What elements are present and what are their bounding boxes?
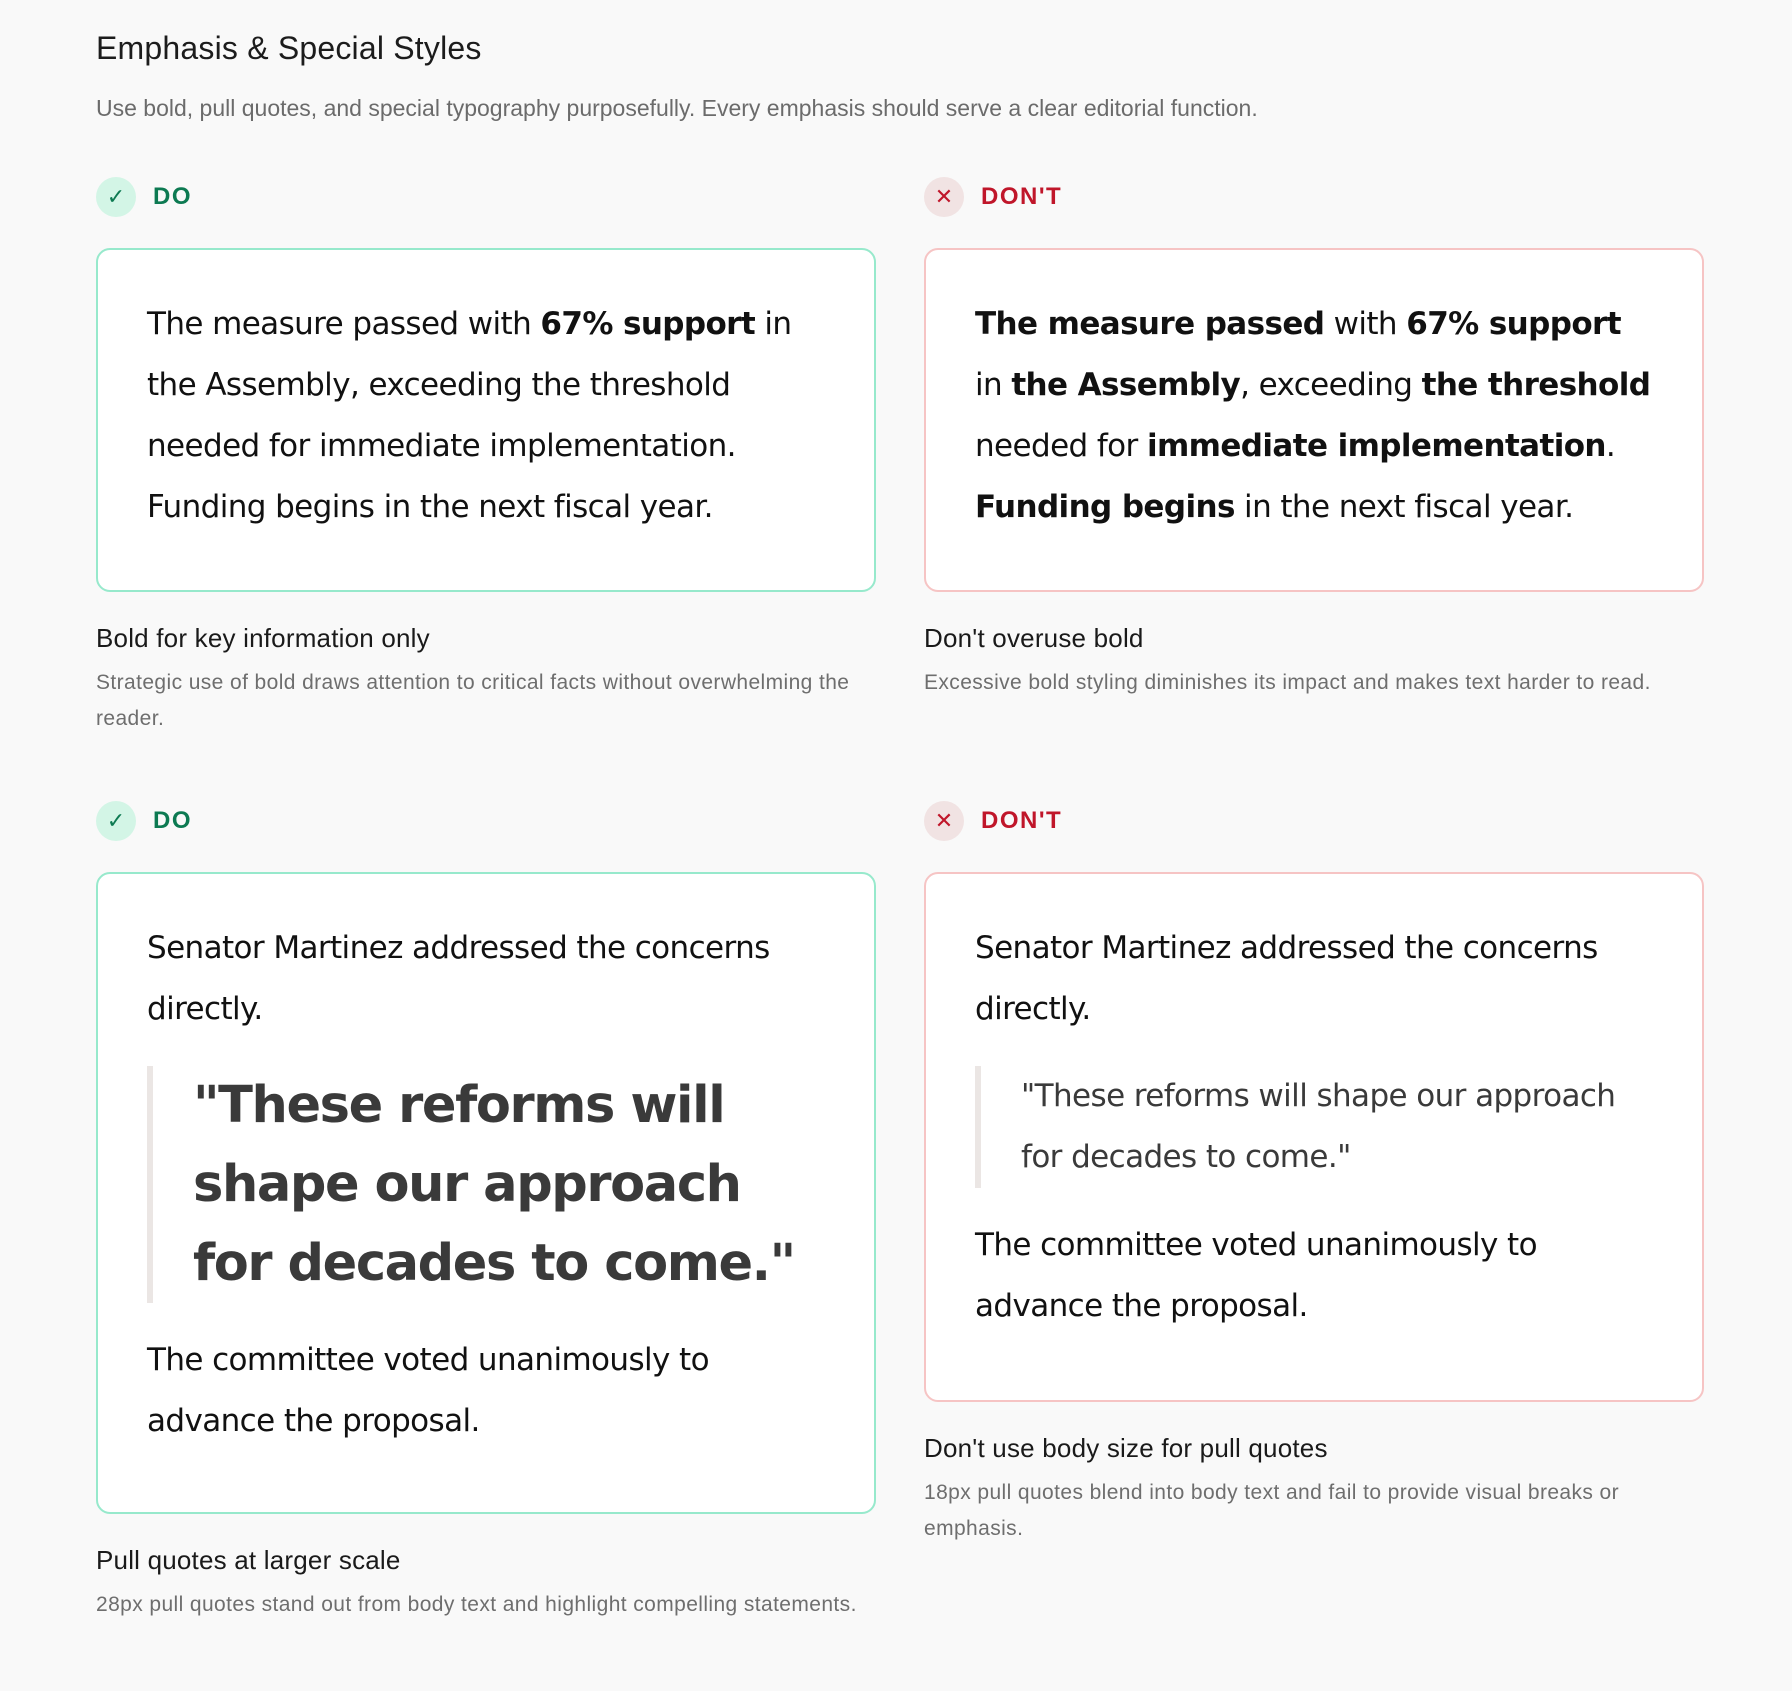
caption-description: 28px pull quotes stand out from body text and highlight compelling statements. (96, 1593, 857, 1616)
example-dont-pull-quote (924, 801, 1704, 1547)
intro-text: Senator Martinez addressed the concerns directly. (975, 930, 1598, 1027)
example-do-pull-quote (96, 801, 876, 1623)
caption-description: 18px pull quotes blend into body text and fail to provide visual breaks or emphasis. (924, 1481, 1620, 1540)
caption-title: Don't overuse bold (924, 623, 1144, 653)
text-run: in (975, 367, 1012, 403)
verdict-label: DO (153, 807, 192, 834)
bold-run: The measure passed (975, 306, 1325, 342)
pull-quote: "These reforms will shape our approach for decades to come." (975, 1066, 1653, 1188)
intro-text: Senator Martinez addressed the concerns directly. (147, 930, 770, 1027)
example-card (96, 248, 876, 592)
verdict-label: DO (153, 183, 192, 210)
text-run: needed for (975, 428, 1147, 464)
text-run: in the Assembly, exceeding the threshold needed for immediate implementation. Funding begins in the next fiscal year. (147, 306, 792, 525)
example-dont-bold (924, 177, 1704, 701)
text-run: . (1605, 428, 1616, 464)
section-description: Use bold, pull quotes, and special typography purposefully. Every emphasis should serve a clear editorial function. (96, 95, 1258, 121)
verdict-dont (924, 177, 1704, 217)
example-card (924, 248, 1704, 592)
bold-run: immediate implementation (1146, 428, 1606, 464)
bold-run: the threshold (1421, 367, 1651, 403)
verdict-dont (924, 801, 1704, 841)
caption-description: Excessive bold styling diminishes its impact and makes text harder to read. (924, 671, 1651, 694)
example-do-bold (96, 177, 876, 737)
caption-title: Don't use body size for pull quotes (924, 1433, 1328, 1463)
verdict-label: DON'T (981, 183, 1063, 210)
verdict-do (96, 801, 876, 841)
outro-text: The committee voted unanimously to advance the proposal. (147, 1342, 709, 1439)
x-icon: ✕ (924, 801, 964, 841)
body-text (147, 294, 825, 538)
text-run: with (1324, 306, 1407, 342)
section-title: Emphasis & Special Styles (96, 30, 482, 66)
caption-description: Strategic use of bold draws attention to critical facts without overwhelming the reader. (96, 671, 850, 730)
caption-title: Pull quotes at larger scale (96, 1545, 401, 1575)
example-card (924, 872, 1704, 1402)
body-text (975, 294, 1653, 538)
bold-run: Funding begins (975, 489, 1235, 525)
pull-quote: "These reforms will shape our approach for decades to come." (147, 1066, 825, 1303)
check-icon: ✓ (96, 177, 136, 217)
bold-run: 67% support (1406, 306, 1621, 342)
example-card (96, 872, 876, 1514)
outro-text: The committee voted unanimously to advance the proposal. (975, 1227, 1537, 1324)
text-run: , exceeding (1240, 367, 1422, 403)
verdict-label: DON'T (981, 807, 1063, 834)
check-icon: ✓ (96, 801, 136, 841)
x-icon: ✕ (924, 177, 964, 217)
caption-title: Bold for key information only (96, 623, 430, 653)
text-run: in the next fiscal year. (1234, 489, 1574, 525)
bold-run: 67% support (540, 306, 756, 342)
verdict-do (96, 177, 876, 217)
text-run: The measure passed with (147, 306, 541, 342)
bold-run: the Assembly (1011, 367, 1241, 403)
